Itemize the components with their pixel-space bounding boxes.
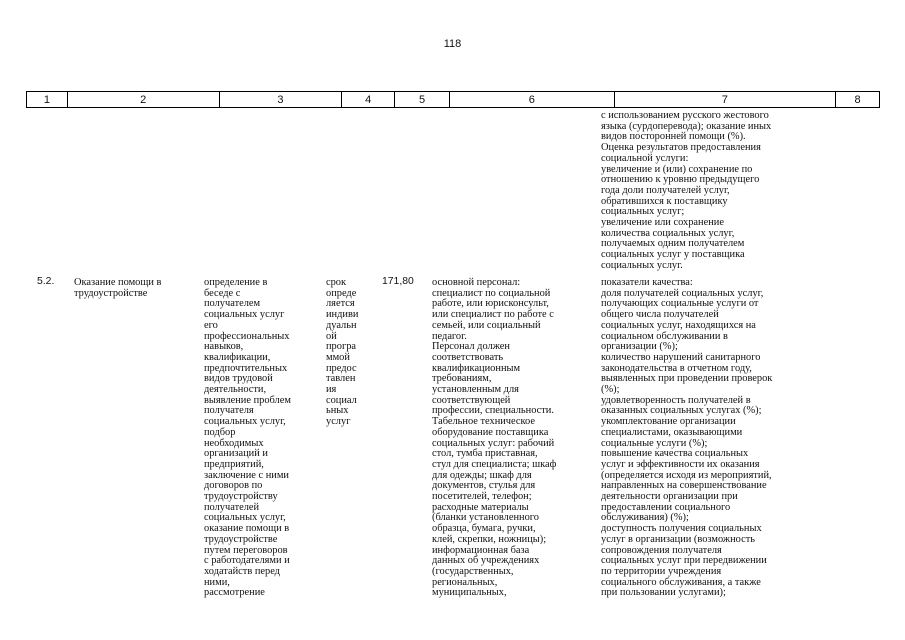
column-header-1: 1 <box>27 92 68 107</box>
service-name: Оказание помощи в трудоустройстве <box>74 277 162 299</box>
service-conditions: основной персонал: специалист по социальной работе, или юрисконсульт, или специалист по работе с семьей, или социальный педагог. Персонал должен соответствовать квалификационным требованиям, установленным для соответствующей профессии, специальности. Табельное техническое оборудование поставщика социальных услуг: рабочий стол, тумба приставная, стул для специалиста; шкаф для одежды; шкаф для документов, стулья для посетителей, телефон; расходные материалы (бланки установленного образца, бумага, ручки, клей, скрепки, ножницы); информационная база данных об учреждениях (государственных, региональных, муниципальных, <box>432 277 557 599</box>
table-header-row <box>26 91 880 108</box>
column-header-3: 3 <box>220 92 343 107</box>
quality-indicators: показатели качества: доля получателей социальных услуг, получающих социальные услуги от общего числа получателей социальных услуг, находящихся на социальном обслуживании в организации (%); количество нарушений санитарного законодательства в отчетном году, выявленных при проведении проверок (%); удовлетворенность получателей в оказанных социальных услугах (%); укомплектование организации специалистами, оказывающими социальные услуги (%); повышение качества социальных услуг и эффективности их оказания (определяется исходя из мероприятий, направленных на совершенствование деятельности организации при предоставлении социального обслуживания) (%); доступность получения социальных услуг в организации (возможность сопровождения получателя социальных услуг при передвижении по территории учреждения социального обслуживания, а также при пользовании услугами); <box>601 277 773 599</box>
service-term: срок опреде ляется индиви дуальн ой програ ммой предос тавлен ия социал ьных услуг <box>326 277 359 428</box>
page-number: 118 <box>443 38 462 50</box>
row-number: 5.2. <box>37 276 55 287</box>
service-cost: 171,80 <box>382 276 414 287</box>
column-header-7: 7 <box>615 92 836 107</box>
service-content: определение в беседе с получателем социальных услуг его профессиональных навыков, квалификации, предпочтительных видов трудовой деятельности, выявление проблем получателя социальных услуг, подбор необходимых организаций и предприятий, заключение с ними договоров по трудоустройству получателей социальных услуг, оказание помощи в трудоустройстве путем переговоров с работодателями и ходатайств перед ними, рассмотрение <box>204 277 291 599</box>
continuation-col7-text: с использованием русского жестового языка (сурдоперевода); оказание иных видов посторонней помощи (%). Оценка результатов предоставления социальной услуги: увеличение и (или) сохранение по отношению к уровню предыдущего года доли получателей услуг, обратившихся к поставщику социальных услуг; увеличение или сохранение количества социальных услуг, получаемых одним получателем социальных услуг у поставщика социальных услуг. <box>601 110 772 271</box>
column-header-4: 4 <box>342 92 395 107</box>
column-header-2: 2 <box>68 92 220 107</box>
column-header-5: 5 <box>395 92 450 107</box>
column-header-8: 8 <box>854 93 861 106</box>
column-header-6: 6 <box>450 92 615 107</box>
